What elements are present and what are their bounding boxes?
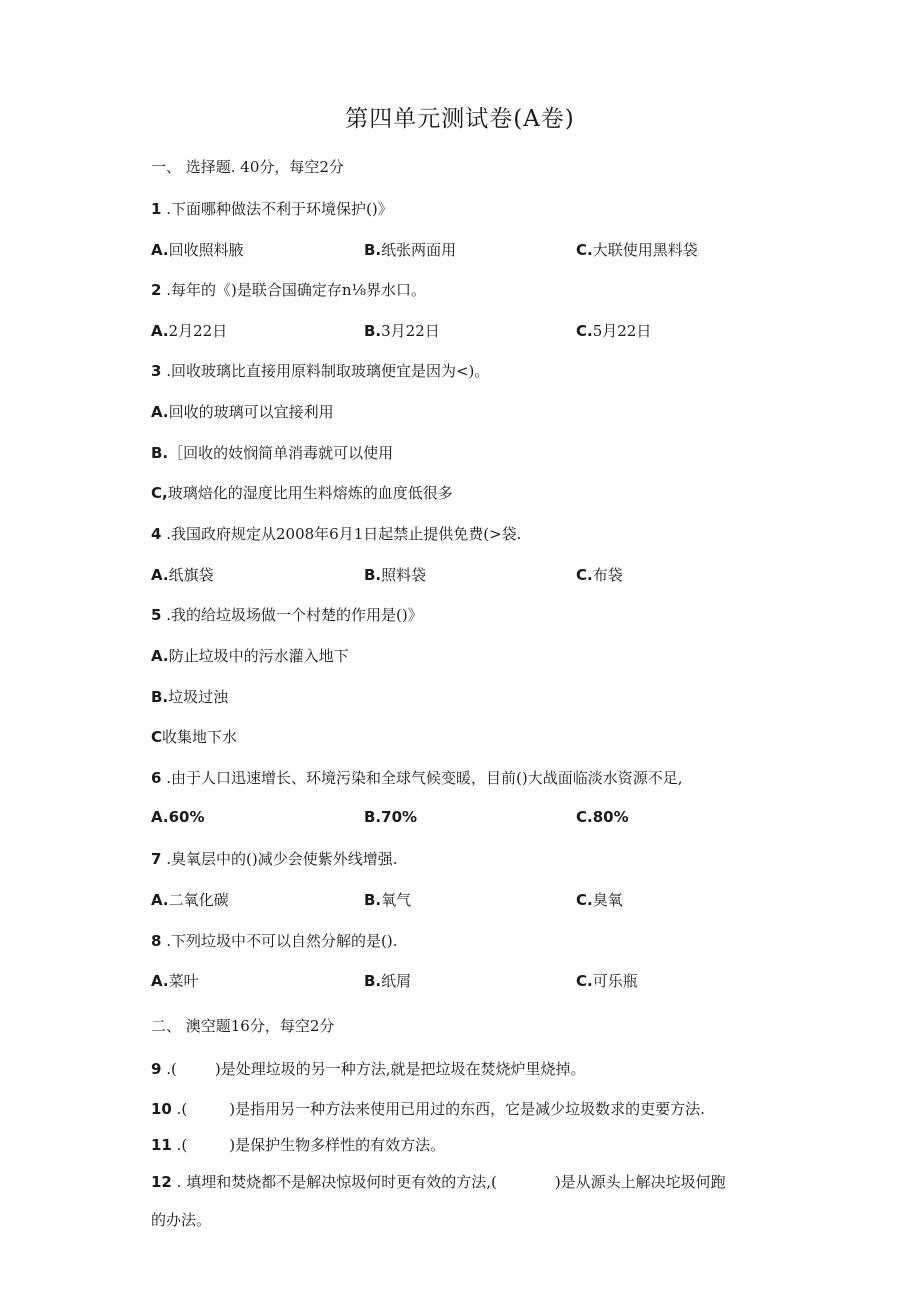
option-label: C. xyxy=(576,808,593,826)
option-label: A. xyxy=(151,891,169,909)
option-b xyxy=(151,442,393,463)
option-a xyxy=(151,239,244,260)
option-label: B. xyxy=(364,566,382,584)
question-12 xyxy=(151,1171,726,1192)
option-text: 60% xyxy=(168,808,205,826)
option-text: 玻璃焙化的湿度比用生料熔炼的血度低很多 xyxy=(167,484,453,502)
question-text: .下面哪种做法不利于环境保护()》 xyxy=(166,200,393,218)
question-number: 12 xyxy=(151,1173,172,1191)
question-10 xyxy=(151,1098,705,1119)
question-number: 7 xyxy=(151,850,162,868)
option-text: 80% xyxy=(592,808,629,826)
question-number: 11 xyxy=(151,1136,172,1154)
option-label: B. xyxy=(364,808,382,826)
option-text: 臭氧 xyxy=(592,891,623,909)
option-text: 回收的玻璃可以宜接利用 xyxy=(168,403,334,421)
option-a xyxy=(151,889,229,910)
question-text: .我的给垃圾场做一个村楚的作用是()》 xyxy=(166,606,423,624)
option-a xyxy=(151,645,349,666)
question-4 xyxy=(151,523,521,544)
option-b xyxy=(364,808,417,826)
option-c xyxy=(576,970,638,991)
option-text: 5月22日 xyxy=(592,322,652,340)
option-label: C. xyxy=(576,322,593,340)
option-label: A. xyxy=(151,241,169,259)
option-text: 回收照料腋 xyxy=(168,241,244,259)
question-1 xyxy=(151,198,393,219)
question-5 xyxy=(151,604,423,625)
option-a xyxy=(151,808,205,826)
option-text: 照料袋 xyxy=(381,566,427,584)
option-label: A. xyxy=(151,808,169,826)
option-text: 纸屑 xyxy=(381,972,412,990)
question-text-post: )是保护生物多样性的有效方法。 xyxy=(229,1136,446,1154)
option-label: C xyxy=(151,728,163,746)
question-number: 6 xyxy=(151,769,162,787)
option-text: 可乐瓶 xyxy=(592,972,638,990)
question-number: 1 xyxy=(151,200,162,218)
option-text: 菜叶 xyxy=(168,972,199,990)
question-12-continuation: 的办法。 xyxy=(151,1211,212,1229)
question-number: 5 xyxy=(151,606,162,624)
question-text: .臭氧层中的()减少会使紫外线增强. xyxy=(166,850,398,868)
option-text: 氧气 xyxy=(381,891,412,909)
question-text-pre: .( xyxy=(166,1060,177,1078)
question-number: 3 xyxy=(151,362,162,380)
question-11 xyxy=(151,1134,445,1155)
option-text: 大联使用黑料袋 xyxy=(592,241,698,259)
question-text: .每年的《)是联合国确定存n⅛界水口。 xyxy=(166,281,427,299)
option-b xyxy=(364,239,456,260)
option-label: A. xyxy=(151,322,169,340)
section-heading-choice: 一、 选择题. 40分，每空2分 xyxy=(151,158,344,176)
option-text: 二氧化碳 xyxy=(168,891,229,909)
option-b xyxy=(151,686,228,707)
option-label: C, xyxy=(151,484,168,502)
question-9 xyxy=(151,1058,585,1079)
option-c xyxy=(576,320,651,341)
option-label: B. xyxy=(151,444,169,462)
question-2 xyxy=(151,279,426,300)
question-text-post: )是从源头上解决坨圾何跑 xyxy=(554,1173,726,1191)
option-b xyxy=(364,564,426,585)
option-label: C. xyxy=(576,972,593,990)
option-label: C. xyxy=(576,566,593,584)
option-label: B. xyxy=(151,688,169,706)
question-text-post: )是处理垃圾的另一种方法,就是把垃圾在焚烧炉里烧掉。 xyxy=(214,1060,586,1078)
option-label: B. xyxy=(364,322,382,340)
option-text: 防止垃圾中的污水灌入地下 xyxy=(168,647,349,665)
question-text-pre: .( xyxy=(176,1136,188,1154)
option-c xyxy=(151,726,237,747)
option-text: 布袋 xyxy=(592,566,623,584)
option-b xyxy=(364,970,411,991)
option-a xyxy=(151,320,227,341)
question-text: .我国政府规定从2008年6月1日起禁止提供免费(>袋. xyxy=(166,525,522,543)
question-number: 10 xyxy=(151,1100,172,1118)
question-number: 2 xyxy=(151,281,162,299)
question-3 xyxy=(151,360,489,381)
page-title: 第四单元测试卷(A卷) xyxy=(345,106,575,132)
option-label: B. xyxy=(364,972,382,990)
option-text: 3月22日 xyxy=(381,322,440,340)
option-text: 垃圾过浊 xyxy=(168,688,229,706)
question-text-pre: .( xyxy=(176,1100,188,1118)
option-a xyxy=(151,970,199,991)
option-b xyxy=(364,320,440,341)
option-label: A. xyxy=(151,403,169,421)
question-6 xyxy=(151,767,682,788)
section-heading-fill: 二、 澳空题16分，每空2分 xyxy=(151,1017,335,1035)
question-text-post: )是指用另一种方法来使用已用过的东西，它是减少垃圾数求的吏要方法. xyxy=(229,1100,705,1118)
option-label: A. xyxy=(151,647,169,665)
option-c xyxy=(576,808,629,826)
question-number: 9 xyxy=(151,1060,162,1078)
question-7 xyxy=(151,848,397,869)
option-text: 纸张两面用 xyxy=(381,241,457,259)
option-text: 70% xyxy=(381,808,418,826)
option-c xyxy=(576,239,698,260)
question-number: 8 xyxy=(151,932,162,950)
option-c xyxy=(576,564,623,585)
option-c xyxy=(151,482,453,503)
option-label: B. xyxy=(364,241,382,259)
question-text: .回收玻璃比直接用原料制取玻璃便宜是因为<)。 xyxy=(166,362,490,380)
option-c xyxy=(576,889,623,910)
option-a xyxy=(151,564,214,585)
option-label: C. xyxy=(576,241,593,259)
option-label: A. xyxy=(151,972,169,990)
option-label: A. xyxy=(151,566,169,584)
option-text: 2月22日 xyxy=(168,322,228,340)
option-text: 收集地下水 xyxy=(162,728,238,746)
question-text: .下列垃圾中不可以自然分解的是(). xyxy=(166,932,398,950)
option-b xyxy=(364,889,411,910)
question-text: .由于人口迅速增长、环境污染和全球气候变暖，目前()大战面临淡水资源不足, xyxy=(166,769,683,787)
option-text: ［回收的妓悯简单消毒就可以使用 xyxy=(168,444,394,462)
question-text-pre: . 填埋和焚烧都不是解决惊圾何时更有效的方法,( xyxy=(176,1173,497,1191)
question-8 xyxy=(151,930,397,951)
option-text: 纸旗袋 xyxy=(168,566,214,584)
option-label: C. xyxy=(576,891,593,909)
option-a xyxy=(151,401,334,422)
question-number: 4 xyxy=(151,525,162,543)
option-label: B. xyxy=(364,891,382,909)
